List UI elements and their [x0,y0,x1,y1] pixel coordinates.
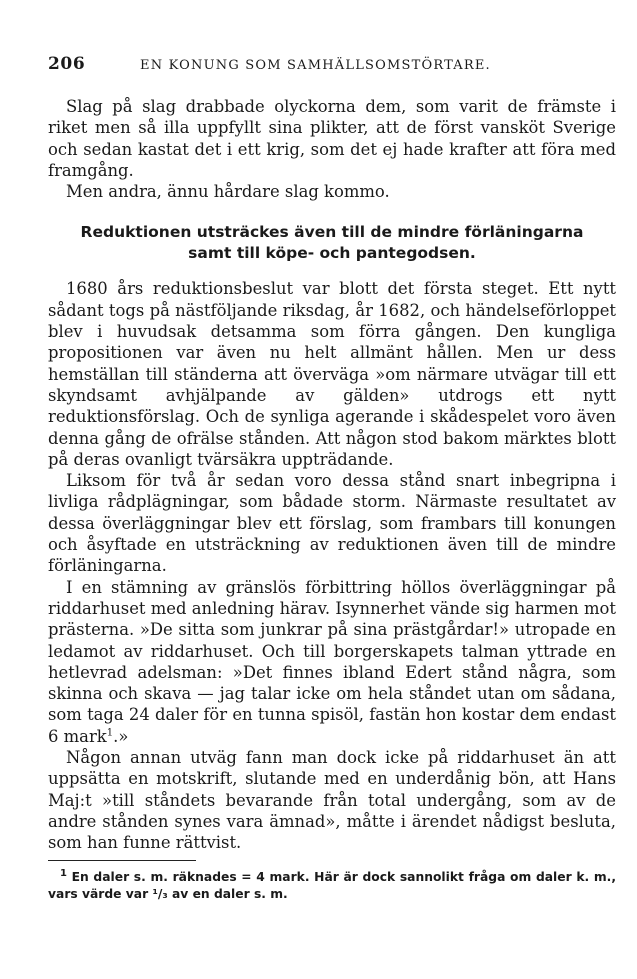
paragraph-5 [48,577,616,747]
running-title: EN KONUNG SOM SAMHÄLLSOMSTÖRTARE. [140,58,491,73]
book-page [48,54,616,903]
footnote-text: En daler s. m. räknades = 4 mark. Här är dock sannolikt fråga om daler k. m., vars värde var ¹/₃ av en daler s. m. [48,869,616,901]
paragraph-2: Men andra, ännu hårdare slag kommo. [66,182,390,202]
page-header [48,54,616,74]
paragraph-4: Liksom för två år sedan voro dessa stånd snart inbegripna i livliga rådplägningar, som bådade storm. Närmaste resultatet av dessa överläggningar blev ett förslag, som frambars till konungen och åsyftade en utsträckning av reduktionen även till de mindre förläningarna. [48,471,616,576]
section-heading [48,222,616,264]
footnote-reference: 1 [106,727,114,739]
footnote-marker: 1 [60,867,67,879]
section-heading-line-2: samt till köpe- och pantegodsen. [188,244,476,263]
footnote-divider [48,860,196,861]
paragraph-3: 1680 års reduktionsbeslut var blott det första steget. Ett nytt sådant togs på nästföljande riksdag, år 1682, och händelseförloppet blev i huvudsak detsamma som förra gången. Den kungliga propositionen var även nu helt allmänt hållen. Men ur dess hemställan till ständerna att överväga »om närmare utvägar till ett skyndsamt avhjälpande av gälden» utdrogs ett nytt reduktionsförslag. Och de synliga agerande i skådespelet voro även denna gång de ofrälse stånden. Att någon stod bakom märktes blott på deras ovanligt tvärsäkra uppträdande. [48,279,616,469]
paragraph-5-text: I en stämning av gränslös förbittring höllos överläggningar på riddarhuset med anledning härav. Isynnerhet vände sig harmen mot prästerna. »De sitta som junkrar på sina prästgårdar!» utropade en ledamot av riddarhuset. Och till borgerskapets talman yttrade en hetlevrad adelsman: »Det finnes ibland Edert stånd några, som skinna och skava — jag talar icke om hela ståndet utan om sådana, som taga 24 daler för en tunna spisöl, fastän hon kostar dem endast 6 mark [48,577,616,746]
paragraph-6: Någon annan utväg fann man dock icke på riddarhuset än att uppsätta en motskrift, slutande med en underdånig bön, att Hans Maj:t »till ståndets bevarande från total undergång, som av de andre stånden synes vara ämnad», måtte i ärendet nådigst besluta, som han funne rättvist. [48,748,616,853]
footnote [48,869,616,903]
paragraph-5-end: .» [113,726,129,746]
page-number: 206 [48,54,86,74]
paragraph-1: Slag på slag drabbade olyckorna dem, som varit de främste i riket men så illa uppfyllt sina plikter, att de först vansköt Sverige och sedan kastat det i ett krig, som det ej hade krafter att föra med framgång. [48,97,616,180]
section-heading-line-1: Reduktionen utsträckes även till de mindre förläningarna [80,223,584,242]
